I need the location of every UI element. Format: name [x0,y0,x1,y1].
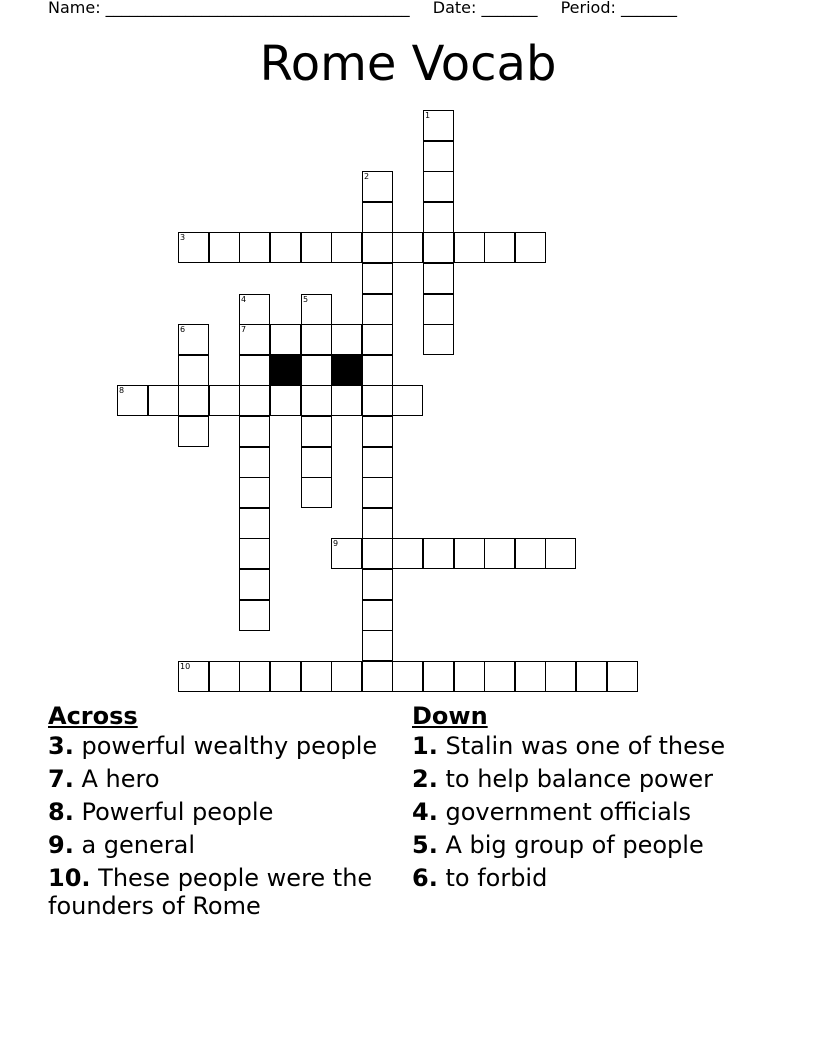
period-field[interactable]: Period: _______ [560,0,677,17]
across-heading: Across [48,702,138,730]
crossword-cell[interactable] [239,569,270,600]
clue-down-2: 2. to help balance power [412,765,713,793]
crossword-cell[interactable] [301,661,332,692]
crossword-cell[interactable] [362,263,393,294]
page-title: Rome Vocab [259,36,557,92]
date-field[interactable]: Date: _______ [432,0,538,17]
crossword-cell[interactable] [301,385,332,416]
clue-down-6: 6. to forbid [412,864,548,892]
crossword-cell[interactable] [301,355,332,386]
crossword-cell[interactable] [331,324,362,355]
crossword-cell[interactable] [362,600,393,631]
crossword-cell[interactable] [454,538,485,569]
clue-down-1: 1. Stalin was one of these [412,732,726,760]
crossword-cell[interactable] [362,630,393,661]
crossword-cell[interactable] [239,355,270,386]
crossword-cell[interactable] [331,232,362,263]
clue-number: 1 [425,111,431,120]
crossword-cell[interactable] [362,508,393,539]
crossword-cell[interactable] [178,661,209,692]
crossword-cell[interactable] [423,110,454,141]
crossword-cell[interactable] [270,385,301,416]
crossword-cell[interactable] [209,385,240,416]
clue-across-8: 8. Powerful people [48,798,274,826]
crossword-cell[interactable] [301,447,332,478]
crossword-cell[interactable] [545,538,576,569]
crossword-cell[interactable] [270,661,301,692]
crossword-cell[interactable] [239,477,270,508]
crossword-cell[interactable] [362,447,393,478]
crossword-cell[interactable] [301,324,332,355]
crossword-cell[interactable] [392,661,423,692]
clue-number: 10 [180,662,191,671]
crossword-cell[interactable] [362,355,393,386]
crossword-cell[interactable] [515,232,546,263]
crossword-cell[interactable] [362,477,393,508]
clue-across-7: 7. A hero [48,765,160,793]
crossword-cell[interactable] [270,232,301,263]
clue-number: 6 [180,325,186,334]
crossword-cell[interactable] [331,661,362,692]
crossword-cell[interactable] [362,569,393,600]
crossword-cell[interactable] [392,385,423,416]
crossword-cell[interactable] [576,661,607,692]
crossword-cell[interactable] [362,324,393,355]
crossword-cell[interactable] [423,661,454,692]
crossword-cell[interactable] [484,661,515,692]
crossword-cell[interactable] [209,661,240,692]
clue-number: 3 [180,233,186,242]
crossword-cell[interactable] [239,508,270,539]
crossword-cell[interactable] [239,385,270,416]
crossword-cell[interactable] [239,538,270,569]
clue-across-10: 10. These people were the founders of Rome [48,864,373,920]
name-field[interactable]: Name: ______________________________________ [48,0,410,17]
crossword-cell[interactable] [178,324,209,355]
clue-number: 7 [241,325,247,334]
crossword-cell[interactable] [454,661,485,692]
across-clues [48,702,398,925]
clue-number: 8 [119,386,125,395]
crossword-cell[interactable] [178,385,209,416]
crossword-cell[interactable] [362,661,393,692]
crossword-cell[interactable] [239,324,270,355]
crossword-cell[interactable] [362,171,393,202]
crossword-cell[interactable] [423,538,454,569]
clue-across-9: 9. a general [48,831,196,859]
clue-number: 5 [303,295,309,304]
crossword-cell[interactable] [239,232,270,263]
clue-down-5: 5. A big group of people [412,831,704,859]
crossword-cell[interactable] [423,141,454,172]
crossword-cell[interactable] [178,416,209,447]
black-square [270,355,301,386]
crossword-cell[interactable] [362,385,393,416]
crossword-cell[interactable] [362,202,393,233]
crossword-cell[interactable] [484,538,515,569]
crossword-cell[interactable] [454,232,485,263]
crossword-cell[interactable] [178,232,209,263]
crossword-cell[interactable] [423,202,454,233]
crossword-cell[interactable] [607,661,638,692]
crossword-cell[interactable] [423,294,454,325]
crossword-cell[interactable] [301,294,332,325]
crossword-cell[interactable] [423,171,454,202]
crossword-cell[interactable] [484,232,515,263]
clue-across-3: 3. powerful wealthy people [48,732,378,760]
crossword-cell[interactable] [239,416,270,447]
crossword-cell[interactable] [148,385,179,416]
crossword-cell[interactable] [331,385,362,416]
crossword-cell[interactable] [239,661,270,692]
crossword-cell[interactable] [515,538,546,569]
clue-number: 4 [241,295,247,304]
crossword-cell[interactable] [239,447,270,478]
crossword-cell[interactable] [423,263,454,294]
crossword-cell[interactable] [362,232,393,263]
black-square [331,355,362,386]
crossword-cell[interactable] [331,538,362,569]
crossword-cell[interactable] [392,232,423,263]
down-clues [412,702,752,897]
crossword-cell[interactable] [117,385,148,416]
crossword-cell[interactable] [423,232,454,263]
down-heading: Down [412,702,488,730]
crossword-cell[interactable] [423,324,454,355]
crossword-cell[interactable] [392,538,423,569]
clue-number: 9 [333,539,339,548]
crossword-cell[interactable] [362,294,393,325]
crossword-cell[interactable] [301,477,332,508]
crossword-cell[interactable] [209,232,240,263]
crossword-cell[interactable] [301,232,332,263]
crossword-cell[interactable] [515,661,546,692]
crossword-cell[interactable] [545,661,576,692]
clue-number: 2 [364,172,370,181]
crossword-cell[interactable] [239,294,270,325]
crossword-cell[interactable] [178,355,209,386]
crossword-cell[interactable] [362,538,393,569]
crossword-cell[interactable] [301,416,332,447]
clue-down-4: 4. government officials [412,798,692,826]
crossword-cell[interactable] [362,416,393,447]
crossword-cell[interactable] [239,600,270,631]
crossword-cell[interactable] [270,324,301,355]
